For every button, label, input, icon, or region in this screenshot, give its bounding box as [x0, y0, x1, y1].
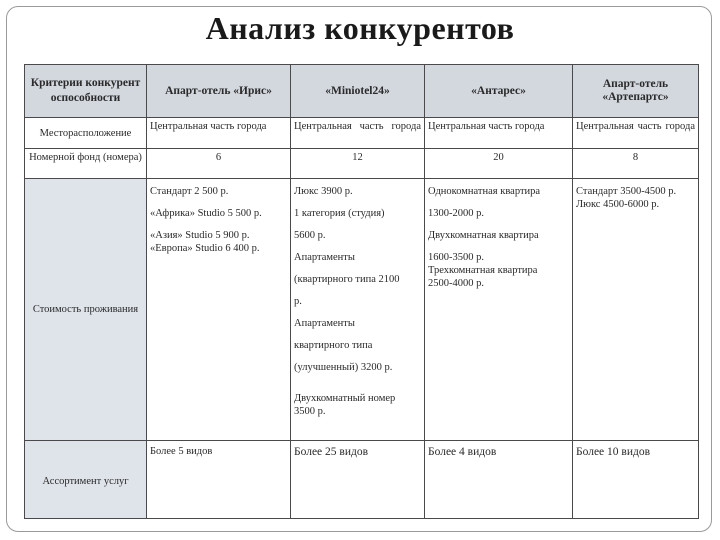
cell-location-iris: Центральная часть города — [147, 118, 291, 149]
cell-location-arteparts: Центральная часть города — [573, 118, 699, 149]
cell-services-antares: Более 4 видов — [425, 441, 573, 519]
price-line: «Африка» Studio 5 500 р. — [150, 208, 262, 219]
header-iris: Апарт-отель «Ирис» — [147, 65, 291, 118]
price-line: р. — [294, 296, 302, 307]
cell-price-miniotel24 — [291, 179, 425, 441]
competitor-table — [24, 64, 699, 519]
cell-price-iris — [147, 179, 291, 441]
table-header-row — [25, 65, 699, 118]
header-arteparts: Апарт-отель «Артепартс» — [573, 65, 699, 118]
cell-location-antares: Центральная часть города — [425, 118, 573, 149]
price-line: 1 категория (студия) — [294, 208, 385, 219]
table-row-rooms — [25, 149, 699, 179]
price-line: (квартирного типа 2100 — [294, 274, 400, 285]
cell-location-miniotel24: Центральная часть города — [291, 118, 425, 149]
cell-price-antares — [425, 179, 573, 441]
table-row-location — [25, 118, 699, 149]
header-antares: «Антарес» — [425, 65, 573, 118]
table-row-price — [25, 179, 699, 441]
price-line: (улучшенный) 3200 р. — [294, 362, 393, 373]
price-line: 3500 р. — [294, 406, 326, 417]
price-line: «Европа» Studio 6 400 р. — [150, 243, 260, 254]
cell-rooms-iris: 6 — [147, 149, 291, 179]
table-row-services — [25, 441, 699, 519]
price-line: Стандарт 2 500 р. — [150, 186, 229, 197]
price-line: Люкс 3900 р. — [294, 186, 353, 197]
price-line: Люкс 4500-6000 р. — [576, 199, 660, 210]
price-line: Апартаменты — [294, 318, 355, 329]
price-line: 2500-4000 р. — [428, 278, 484, 289]
page-title: Анализ конкурентов — [205, 10, 515, 46]
price-line: 1600-3500 р. — [428, 252, 484, 263]
row-label-price: Стоимость проживания — [25, 179, 147, 441]
cell-price-arteparts — [573, 179, 699, 441]
header-miniotel24: «Miniotel24» — [291, 65, 425, 118]
cell-services-arteparts: Более 10 видов — [573, 441, 699, 519]
row-label-services: Ассортимент услуг — [25, 441, 147, 519]
price-line: Стандарт 3500-4500 р. — [576, 186, 677, 197]
price-line: 1300-2000 р. — [428, 208, 484, 219]
row-label-rooms: Номерной фонд (номера) — [25, 149, 147, 179]
cell-services-miniotel24: Более 25 видов — [291, 441, 425, 519]
price-line: «Азия» Studio 5 900 р. — [150, 230, 250, 241]
price-line: Двухкомнатный номер — [294, 393, 396, 404]
price-line: 5600 р. — [294, 230, 326, 241]
row-label-location: Месторасположение — [25, 118, 147, 149]
price-line: Двухкомнатная квартира — [428, 230, 539, 241]
cell-services-iris: Более 5 видов — [147, 441, 291, 519]
price-line: Однокомнатная квартира — [428, 186, 541, 197]
cell-rooms-miniotel24: 12 — [291, 149, 425, 179]
cell-rooms-antares: 20 — [425, 149, 573, 179]
cell-rooms-arteparts: 8 — [573, 149, 699, 179]
price-line: Трехкомнатная квартира — [428, 265, 538, 276]
price-line: Апартаменты — [294, 252, 355, 263]
price-line: квартирного типа — [294, 340, 373, 351]
header-criteria: Критерии конкурентоспособности — [25, 65, 147, 118]
